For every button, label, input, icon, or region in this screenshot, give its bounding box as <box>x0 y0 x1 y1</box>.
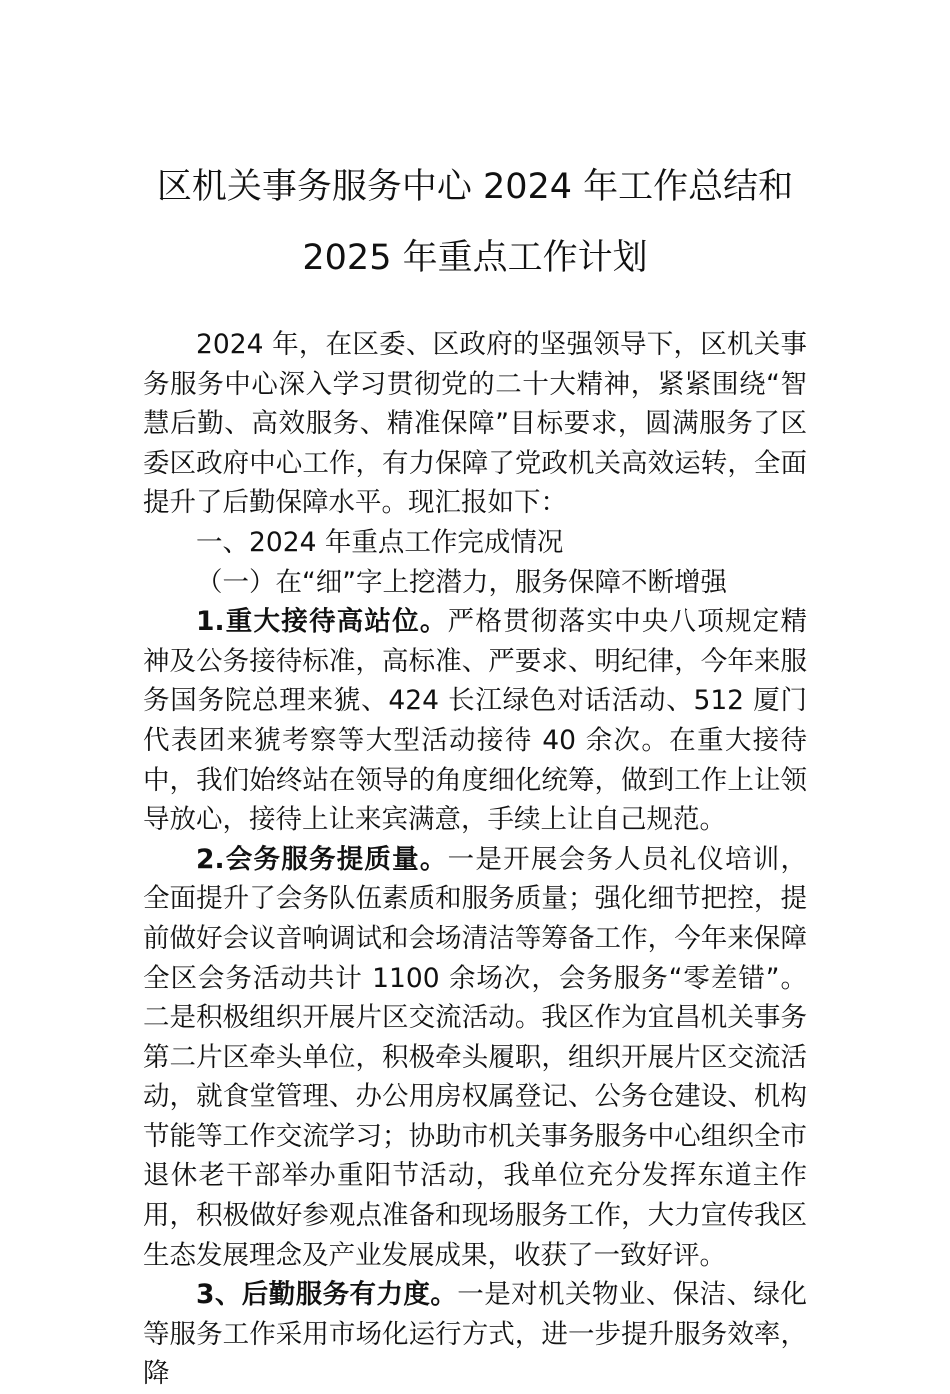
intro-paragraph: 2024 年，在区委、区政府的坚强领导下，区机关事务服务中心深入学习贯彻党的二十大精神，紧紧围绕“智慧后勤、高效服务、精准保障”目标要求，圆满服务了区委区政府中心工作，有力保障了党政机关高效运转，全面提升了后勤保障水平。现汇报如下： <box>143 329 807 519</box>
subsection-heading: （一）在“细”字上挖潜力，服务保障不断增强 <box>196 566 727 598</box>
document-title-line-1: 区机关事务服务中心 2024 年工作总结和 <box>156 167 794 207</box>
item-2-paragraph <box>143 840 807 1276</box>
item-3-lead: 3、后勤服务有力度。 <box>196 1279 458 1311</box>
item-1-lead: 1.重大接待高站位。 <box>196 606 448 638</box>
document-body <box>143 325 807 1394</box>
item-3-text: 一是对机关物业、保洁、绿化等服务工作采用市场化运行方式，进一步提升服务效率，降 <box>143 1279 807 1390</box>
item-1-text: 严格贯彻落实中央八项规定精神及公务接待标准，高标准、严要求、明纪律，今年来服务国务院总理来猇、424 长江绿色对话活动、512 厦门代表团来猇考察等大型活动接待 40 余次。在重大接待中，我们始终站在领导的角度细化统筹，做到工作上让领导放心，接待上让来宾满意，手续上让自己规范。 <box>143 606 808 836</box>
item-2-lead: 2.会务服务提质量。 <box>196 843 448 875</box>
item-1-paragraph <box>143 602 807 840</box>
section-heading: 一、2024 年重点工作完成情况 <box>196 526 564 558</box>
item-3-paragraph <box>143 1275 807 1394</box>
item-2-text: 一是开展会务人员礼仪培训，全面提升了会务队伍素质和服务质量；强化细节把控，提前做好会议音响调试和会场清洁等筹备工作，今年来保障全区会务活动共计 1100 余场次，会务服务“零差错”。二是积极组织开展片区交流活动。我区作为宜昌机关事务第二片区牵头单位，积极牵头履职，组织开展片区交流活动，就食堂管理、办公用房权属登记、公务仓建设、机构节能等工作交流学习；协助市机关事务服务中心组织全市退休老干部举办重阳节活动，我单位充分发挥东道主作用，积极做好参观点准备和现场服务工作，大力宣传我区生态发展理念及产业发展成果，收获了一致好评。 <box>143 843 808 1271</box>
document-title-line-2: 2025 年重点工作计划 <box>302 238 648 278</box>
